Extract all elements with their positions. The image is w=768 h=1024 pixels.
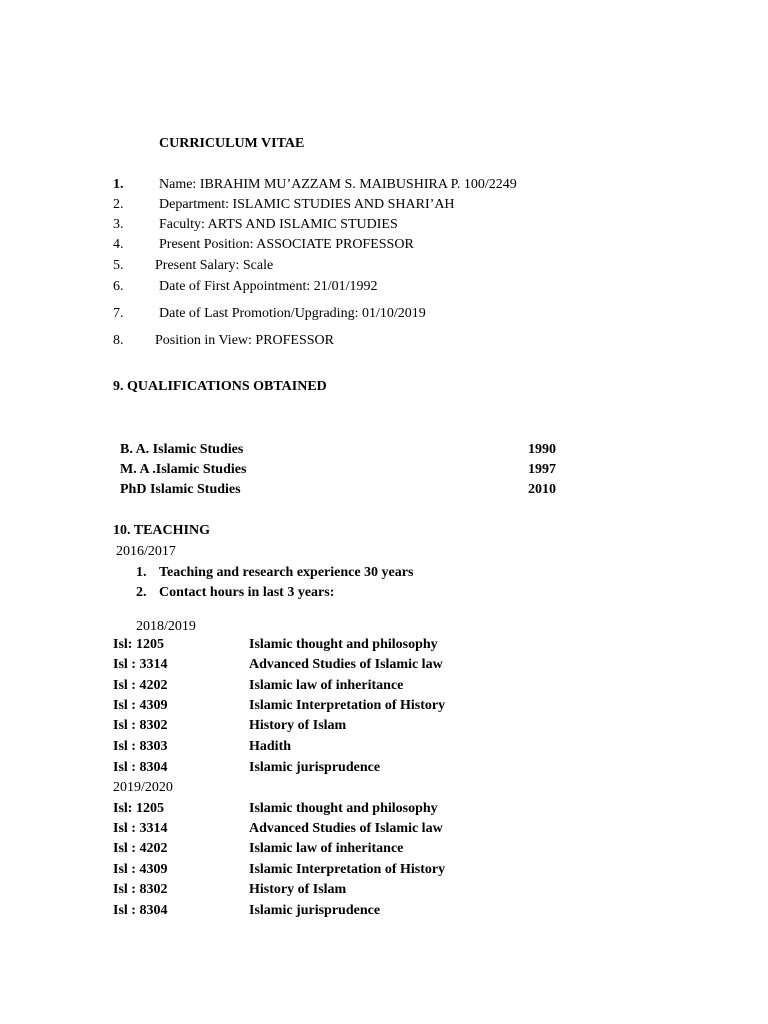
teaching-heading: 10. TEACHING bbox=[113, 523, 210, 538]
course-title: History of Islam bbox=[249, 882, 347, 897]
list-number: 1. bbox=[136, 565, 147, 580]
qualification-name: B. A. Islamic Studies bbox=[120, 442, 244, 457]
item-number: 3. bbox=[113, 217, 124, 232]
course-title: Islamic law of inheritance bbox=[249, 841, 404, 856]
qualification-name: M. A .Islamic Studies bbox=[120, 462, 247, 477]
qualification-year: 2010 bbox=[528, 482, 556, 497]
position-field: Present Position: ASSOCIATE PROFESSOR bbox=[159, 237, 414, 252]
course-code: Isl : 3314 bbox=[113, 821, 168, 836]
item-number: 4. bbox=[113, 237, 124, 252]
course-code: Isl: 1205 bbox=[113, 801, 164, 816]
course-title: Advanced Studies of Islamic law bbox=[249, 657, 443, 672]
contact-hours-item: Contact hours in last 3 years: bbox=[159, 585, 335, 600]
course-code: Isl: 1205 bbox=[113, 637, 164, 652]
session-label: 2016/2017 bbox=[116, 544, 176, 559]
department-field: Department: ISLAMIC STUDIES AND SHARI’AH bbox=[159, 197, 455, 212]
qualification-year: 1997 bbox=[528, 462, 556, 477]
course-title: Islamic Interpretation of History bbox=[249, 698, 446, 713]
course-code: Isl : 3314 bbox=[113, 657, 168, 672]
course-title: Islamic thought and philosophy bbox=[249, 637, 438, 652]
last-promotion-field: Date of Last Promotion/Upgrading: 01/10/2019 bbox=[159, 306, 426, 321]
course-code: Isl : 4309 bbox=[113, 698, 168, 713]
qualifications-heading: 9. QUALIFICATIONS OBTAINED bbox=[113, 379, 327, 394]
item-number: 2. bbox=[113, 197, 124, 212]
first-appointment-field: Date of First Appointment: 21/01/1992 bbox=[159, 279, 378, 294]
course-code: Isl : 4202 bbox=[113, 841, 168, 856]
qualification-name: PhD Islamic Studies bbox=[120, 482, 241, 497]
course-code: Isl : 4202 bbox=[113, 678, 168, 693]
faculty-field: Faculty: ARTS AND ISLAMIC STUDIES bbox=[159, 217, 398, 232]
course-code: Isl : 8302 bbox=[113, 718, 168, 733]
position-in-view-field: Position in View: PROFESSOR bbox=[155, 333, 335, 348]
course-title: Hadith bbox=[249, 739, 292, 754]
list-number: 2. bbox=[136, 585, 147, 600]
item-number: 1. bbox=[113, 177, 124, 192]
qualification-year: 1990 bbox=[528, 442, 556, 457]
item-number: 6. bbox=[113, 279, 124, 294]
page-title: CURRICULUM VITAE bbox=[159, 136, 305, 151]
course-code: Isl : 8304 bbox=[113, 760, 168, 775]
course-code: Isl : 8304 bbox=[113, 903, 168, 918]
course-code: Isl : 8303 bbox=[113, 739, 168, 754]
course-title: Islamic thought and philosophy bbox=[249, 801, 438, 816]
item-number: 5. bbox=[113, 258, 124, 273]
course-code: Isl : 4309 bbox=[113, 862, 168, 877]
item-number: 7. bbox=[113, 306, 124, 321]
course-title: Islamic jurisprudence bbox=[249, 903, 381, 918]
item-number: 8. bbox=[113, 333, 124, 348]
course-title: Advanced Studies of Islamic law bbox=[249, 821, 443, 836]
course-code: Isl : 8302 bbox=[113, 882, 168, 897]
experience-item: Teaching and research experience 30 years bbox=[159, 565, 414, 580]
year-label: 2019/2020 bbox=[113, 780, 173, 795]
name-field: Name: IBRAHIM MU’AZZAM S. MAIBUSHIRA P. 100/2249 bbox=[159, 177, 517, 192]
year-label: 2018/2019 bbox=[136, 619, 196, 634]
course-title: Islamic jurisprudence bbox=[249, 760, 381, 775]
course-title: History of Islam bbox=[249, 718, 347, 733]
course-title: Islamic Interpretation of History bbox=[249, 862, 446, 877]
salary-field: Present Salary: Scale bbox=[155, 258, 274, 273]
course-title: Islamic law of inheritance bbox=[249, 678, 404, 693]
